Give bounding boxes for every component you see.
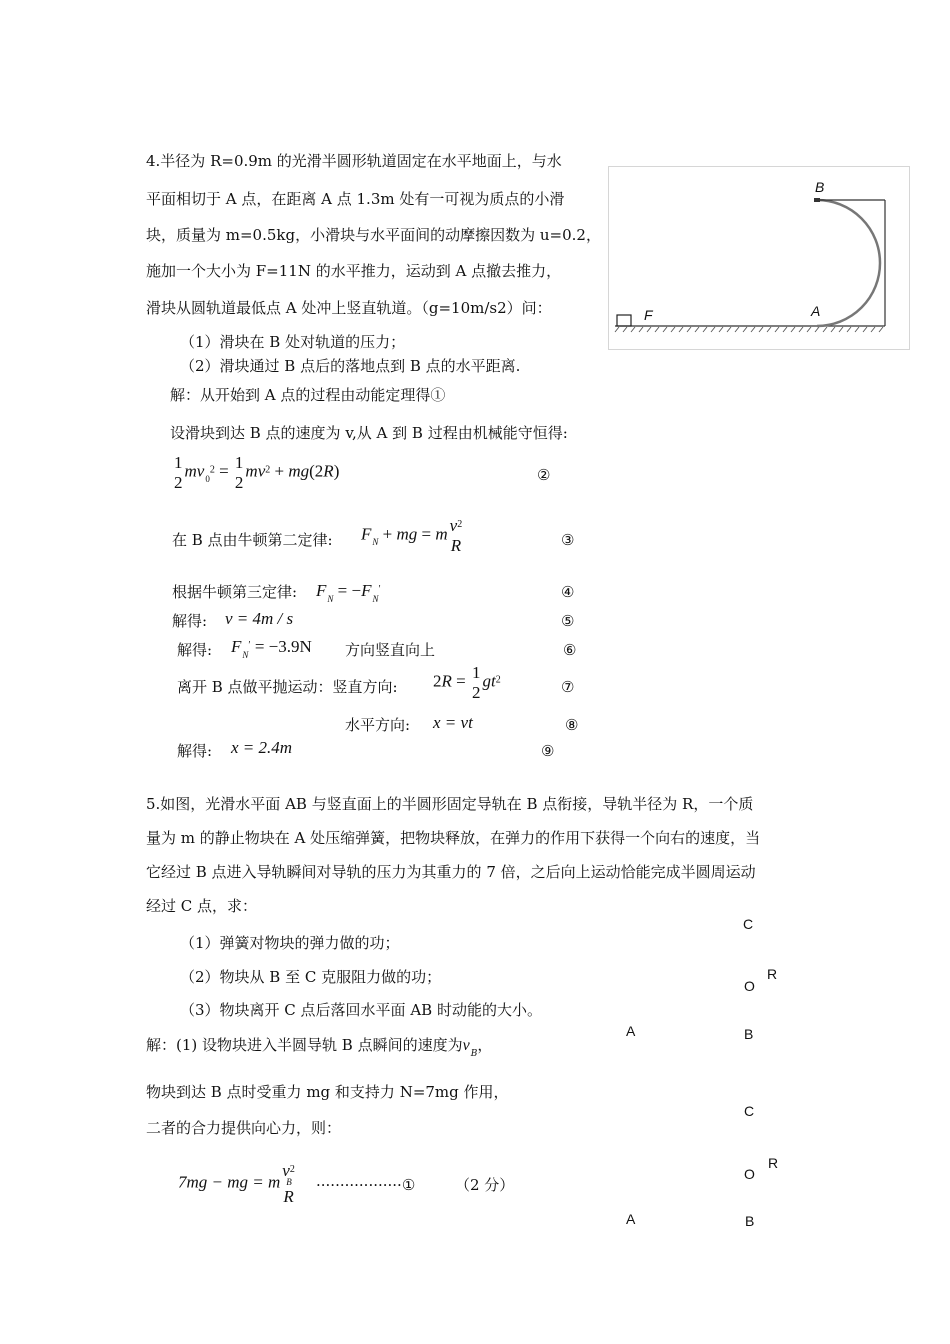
p4-sol-step-5: 解得: [172, 612, 208, 630]
p5-eq-dots: ··················① [316, 1176, 416, 1194]
p4-sol-step-3: 在 B 点由牛顿第二定律: [172, 531, 333, 549]
p5-fig2-label-c: C [744, 1103, 755, 1119]
p5-sol-line-3: 二者的合力提供向心力，则： [146, 1119, 342, 1137]
p5-question-1: （1）弹簧对物块的弹力做的功； [180, 934, 400, 952]
p4-sol-step-8: 水平方向: [345, 716, 411, 734]
p5-sol-line-1-text: 解：(1) 设物块进入半圆导轨 B 点瞬间的速度为 [146, 1036, 463, 1054]
p4-eq5-marker: ⑤ [561, 612, 575, 630]
p5-fig2-label-b: B [745, 1213, 755, 1229]
p4-equation-9: x = 2.4m [231, 738, 293, 757]
p4-sol-step-2: 设滑块到达 B 点的速度为 v,从 A 到 B 过程由机械能守恒得: [170, 424, 568, 442]
p4-eq8-marker: ⑧ [565, 716, 579, 734]
p5-line-1: 5.如图，光滑水平面 AB 与竖直面上的半圆形固定导轨在 B 点衔接，导轨半径为 R，一个质 [146, 795, 754, 813]
p4-equation-3: $F_N$ + mg = m $v^2$ R [361, 516, 463, 555]
p4-equation-8: x = vt [433, 713, 473, 732]
p5-eq-left: 7mg − mg = m [178, 1172, 281, 1192]
p4-fig-label-f: F [644, 307, 653, 323]
p5-fig1-label-b: B [744, 1026, 754, 1042]
p4-equation-4: $F_N = -F_N'$ [316, 581, 381, 604]
p5-fig2-label-a: A [626, 1211, 636, 1227]
p4-sol-step-4: 根据牛顿第三定律: [172, 583, 298, 601]
p5-fig1-label-a: A [626, 1023, 636, 1039]
p4-figure [608, 166, 910, 350]
p4-line-2: 平面相切于 A 点，在距离 A 点 1.3m 处有一可视为质点的小滑 [146, 190, 565, 208]
p4-sol-step-6: 解得: [177, 641, 213, 659]
p5-fig1-label-c: C [743, 916, 754, 932]
p4-eq6-value: = −3.9N [254, 637, 312, 656]
p4-fig-label-b: B [815, 179, 825, 195]
p5-fig1-label-r: R [767, 966, 778, 982]
p5-line-2: 量为 m 的静止物块在 A 处压缩弹簧，把物块释放，在弹力的作用下获得一个向右的速度，当 [146, 829, 761, 847]
p5-fig2-label-r: R [768, 1155, 779, 1171]
p4-eq4-marker: ④ [561, 583, 575, 601]
p4-line-1: 4.半径为 R=0.9m 的光滑半圆形轨道固定在水平地面上，与水 [146, 152, 562, 170]
p5-question-3: （3）物块离开 C 点后落回水平面 AB 时动能的大小。 [180, 1001, 542, 1019]
p5-line-4: 经过 C 点，求： [146, 897, 258, 915]
p4-eq2-marker: ② [537, 466, 551, 484]
p4-eq6-marker: ⑥ [563, 641, 577, 659]
p4-question-2: （2）滑块通过 B 点后的落地点到 B 点的水平距离. [180, 357, 521, 375]
p5-fig2-label-o: O [744, 1166, 755, 1182]
p4-track-diagram [609, 167, 909, 349]
p4-equation-7: 2R = 1 2 $gt^2$ [433, 663, 501, 702]
p4-question-1: （1）滑块在 B 处对轨道的压力； [180, 333, 406, 351]
p4-fig-label-a: A [811, 303, 821, 319]
p5-eq-score: （2 分） [455, 1176, 515, 1194]
p4-line-5: 滑块从圆轨道最低点 A 处冲上竖直轨道。（g=10m/s2）问： [146, 299, 552, 317]
p4-sol-step-9: 解得: [177, 742, 213, 760]
p5-line-3: 它经过 B 点进入导轨瞬间对导轨的压力为其重力的 7 倍，之后向上运动恰能完成半圆周运动 [146, 863, 756, 881]
p4-equation-5: v = 4m / s [225, 609, 294, 628]
p4-equation-6: $F_N' = -3.9N$ [231, 637, 312, 660]
p4-line-3: 块，质量为 m=0.5kg，小滑块与水平面间的动摩擦因数为 u=0.2， [146, 226, 601, 244]
p4-eq7-marker: ⑦ [561, 678, 575, 696]
p5-equation-1: 7mg − mg = m $v^2$ B R [178, 1161, 295, 1206]
p5-question-2: （2）物块从 B 至 C 克服阻力做的功； [180, 968, 442, 986]
p5-fig1-label-o: O [744, 978, 755, 994]
p4-equation-2: 1 2 $mv_0^2$ = 1 2 $mv^2 + mg(2R)$ [174, 453, 340, 492]
p4-eq3-marker: ③ [561, 531, 575, 549]
p4-eq9-marker: ⑨ [541, 742, 555, 760]
p4-line-4: 施加一个大小为 F=11N 的水平推力，运动到 A 点撤去推力， [146, 262, 562, 280]
p4-sol-step-7: 离开 B 点做平抛运动：竖直方向: [177, 678, 398, 696]
p5-sol-line-2: 物块到达 B 点时受重力 mg 和支持力 N=7mg 作用， [146, 1083, 509, 1101]
p4-sol-step-1: 解：从开始到 A 点的过程由动能定理得① [170, 386, 446, 404]
p4-direction-text: 方向竖直向上 [345, 641, 436, 659]
p5-sol-line-1: 解：(1) 设物块进入半圆导轨 B 点瞬间的速度为$v_B$， [146, 1036, 493, 1059]
